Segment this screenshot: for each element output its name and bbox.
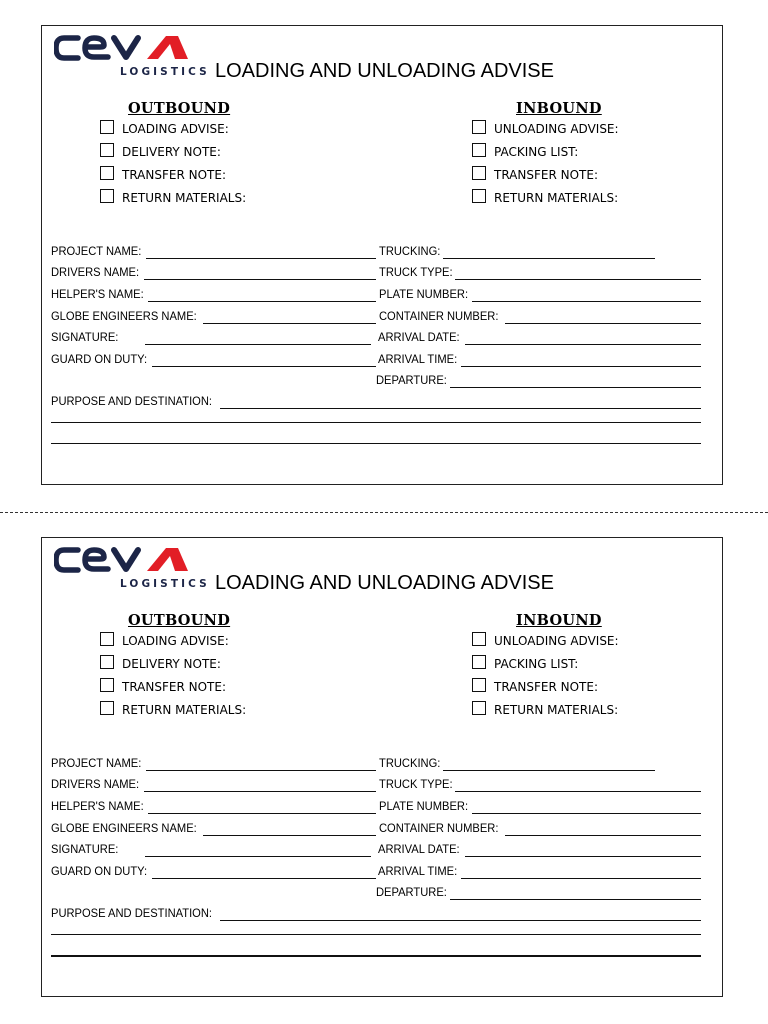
logo-subtitle: LOGISTICS	[120, 66, 210, 78]
field-input-line[interactable]	[505, 323, 701, 324]
checkbox[interactable]	[472, 678, 486, 692]
checkbox-label: LOADING ADVISE:	[122, 122, 229, 136]
field-label: ARRIVAL DATE:	[378, 842, 460, 856]
outbound-heading: OUTBOUND	[128, 612, 231, 629]
cut-line-divider	[0, 512, 768, 513]
checkbox[interactable]	[100, 166, 114, 180]
outbound-checkbox-row[interactable]	[100, 655, 221, 673]
field-label: DRIVERS NAME:	[51, 265, 140, 279]
field-label: TRUCK TYPE:	[379, 777, 453, 791]
field-label: TRUCK TYPE:	[379, 265, 453, 279]
form-title: LOADING AND UNLOADING ADVISE	[215, 572, 554, 594]
field-input-line[interactable]	[465, 856, 701, 857]
checkbox-label: UNLOADING ADVISE:	[494, 122, 619, 136]
field-label: TRUCKING:	[379, 244, 441, 258]
purpose-extra-line[interactable]	[51, 934, 701, 935]
field-label: TRUCKING:	[379, 756, 441, 770]
logo-subtitle: LOGISTICS	[120, 578, 210, 590]
inbound-checkbox-row[interactable]	[472, 655, 578, 673]
field-input-line[interactable]	[455, 791, 701, 792]
loading-advise-form	[41, 537, 723, 997]
field-input-line[interactable]	[443, 770, 655, 771]
field-input-line[interactable]	[472, 813, 701, 814]
field-label: GLOBE ENGINEERS NAME:	[51, 309, 197, 323]
field-label: CONTAINER NUMBER:	[379, 309, 499, 323]
field-label: SIGNATURE:	[51, 842, 119, 856]
inbound-checkbox-row[interactable]	[472, 166, 598, 184]
checkbox-label: LOADING ADVISE:	[122, 634, 229, 648]
checkbox-label: RETURN MATERIALS:	[122, 703, 247, 717]
field-input-line[interactable]	[455, 279, 701, 280]
checkbox-label: UNLOADING ADVISE:	[494, 634, 619, 648]
field-label: GUARD ON DUTY:	[51, 864, 148, 878]
field-input-line[interactable]	[450, 899, 701, 900]
checkbox-label: TRANSFER NOTE:	[122, 680, 226, 694]
purpose-extra-line[interactable]	[51, 955, 701, 957]
purpose-label: PURPOSE AND DESTINATION:	[51, 906, 213, 920]
field-input-line[interactable]	[505, 835, 701, 836]
checkbox[interactable]	[472, 120, 486, 134]
inbound-checkbox-row[interactable]	[472, 678, 598, 696]
field-label: DEPARTURE:	[376, 885, 447, 899]
inbound-heading: INBOUND	[516, 100, 602, 117]
field-input-line[interactable]	[145, 344, 371, 345]
field-input-line[interactable]	[472, 301, 701, 302]
outbound-checkbox-row[interactable]	[100, 632, 229, 650]
purpose-extra-line[interactable]	[51, 422, 701, 423]
field-input-line[interactable]	[146, 770, 376, 771]
field-label: SIGNATURE:	[51, 330, 119, 344]
field-input-line[interactable]	[152, 878, 376, 879]
field-input-line[interactable]	[148, 301, 376, 302]
checkbox[interactable]	[472, 166, 486, 180]
checkbox[interactable]	[472, 655, 486, 669]
field-label: ARRIVAL TIME:	[378, 352, 458, 366]
field-input-line[interactable]	[465, 344, 701, 345]
field-input-line[interactable]	[203, 835, 376, 836]
field-label: GUARD ON DUTY:	[51, 352, 148, 366]
field-input-line[interactable]	[144, 279, 376, 280]
checkbox[interactable]	[100, 701, 114, 715]
checkbox-label: TRANSFER NOTE:	[494, 680, 598, 694]
outbound-checkbox-row[interactable]	[100, 166, 226, 184]
outbound-checkbox-row[interactable]	[100, 189, 246, 207]
inbound-checkbox-row[interactable]	[472, 701, 618, 719]
field-label: CONTAINER NUMBER:	[379, 821, 499, 835]
checkbox-label: PACKING LIST:	[494, 145, 579, 159]
form-title: LOADING AND UNLOADING ADVISE	[215, 60, 554, 82]
outbound-checkbox-row[interactable]	[100, 701, 246, 719]
checkbox-label: DELIVERY NOTE:	[122, 145, 221, 159]
field-input-line[interactable]	[144, 791, 376, 792]
checkbox[interactable]	[472, 701, 486, 715]
checkbox-label: DELIVERY NOTE:	[122, 657, 221, 671]
ceva-logo-mark	[54, 32, 204, 66]
checkbox[interactable]	[100, 120, 114, 134]
checkbox-label: PACKING LIST:	[494, 657, 579, 671]
checkbox[interactable]	[472, 143, 486, 157]
purpose-label: PURPOSE AND DESTINATION:	[51, 394, 213, 408]
inbound-checkbox-row[interactable]	[472, 143, 578, 161]
loading-advise-form	[41, 25, 723, 485]
outbound-checkbox-row[interactable]	[100, 143, 221, 161]
checkbox[interactable]	[100, 143, 114, 157]
field-label: ARRIVAL DATE:	[378, 330, 460, 344]
field-input-line[interactable]	[148, 813, 376, 814]
field-input-line[interactable]	[203, 323, 376, 324]
field-label: PLATE NUMBER:	[379, 799, 469, 813]
ceva-logo	[54, 32, 210, 80]
checkbox[interactable]	[100, 655, 114, 669]
field-input-line[interactable]	[145, 856, 371, 857]
field-label: HELPER'S NAME:	[51, 799, 144, 813]
outbound-checkbox-row[interactable]	[100, 678, 226, 696]
purpose-input-line[interactable]	[220, 408, 701, 409]
purpose-input-line[interactable]	[220, 920, 701, 921]
checkbox-label: RETURN MATERIALS:	[494, 191, 619, 205]
field-input-line[interactable]	[152, 366, 376, 367]
field-input-line[interactable]	[461, 878, 701, 879]
field-label: ARRIVAL TIME:	[378, 864, 458, 878]
field-label: DRIVERS NAME:	[51, 777, 140, 791]
inbound-heading: INBOUND	[516, 612, 602, 629]
checkbox[interactable]	[472, 189, 486, 203]
checkbox-label: RETURN MATERIALS:	[122, 191, 247, 205]
field-label: PROJECT NAME:	[51, 244, 142, 258]
checkbox-label: TRANSFER NOTE:	[494, 168, 598, 182]
field-input-line[interactable]	[450, 387, 701, 388]
field-label: GLOBE ENGINEERS NAME:	[51, 821, 197, 835]
checkbox[interactable]	[100, 189, 114, 203]
inbound-checkbox-row[interactable]	[472, 632, 619, 650]
checkbox[interactable]	[100, 678, 114, 692]
ceva-logo-mark	[54, 544, 204, 578]
inbound-checkbox-row[interactable]	[472, 120, 619, 138]
field-input-line[interactable]	[461, 366, 701, 367]
field-label: PROJECT NAME:	[51, 756, 142, 770]
checkbox[interactable]	[472, 632, 486, 646]
purpose-extra-line[interactable]	[51, 443, 701, 444]
field-input-line[interactable]	[146, 258, 376, 259]
field-input-line[interactable]	[443, 258, 655, 259]
inbound-checkbox-row[interactable]	[472, 189, 618, 207]
field-label: DEPARTURE:	[376, 373, 447, 387]
checkbox-label: RETURN MATERIALS:	[494, 703, 619, 717]
checkbox-label: TRANSFER NOTE:	[122, 168, 226, 182]
field-label: PLATE NUMBER:	[379, 287, 469, 301]
checkbox[interactable]	[100, 632, 114, 646]
field-label: HELPER'S NAME:	[51, 287, 144, 301]
outbound-checkbox-row[interactable]	[100, 120, 229, 138]
outbound-heading: OUTBOUND	[128, 100, 231, 117]
ceva-logo	[54, 544, 210, 592]
